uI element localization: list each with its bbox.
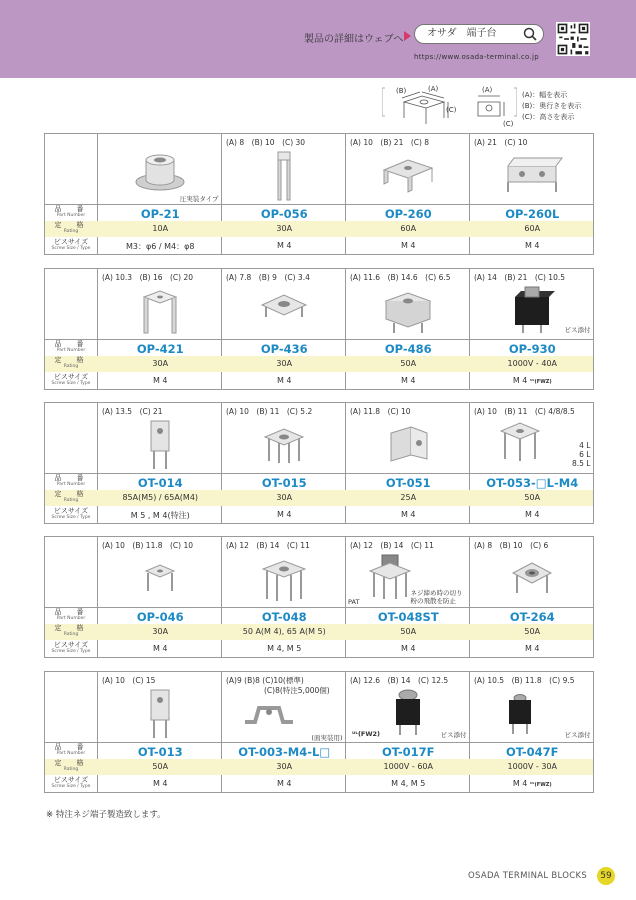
part-number[interactable]: OP-486 bbox=[384, 342, 432, 356]
screw-value: M 4 bbox=[524, 241, 540, 250]
part-number-row: 品 番 Part Number OP-21 OP-056 OP-260 OP-260L bbox=[45, 204, 593, 220]
rating-value: 30A bbox=[276, 762, 293, 771]
screw-value: M 4 bbox=[152, 644, 168, 653]
product-cell[interactable] bbox=[346, 537, 471, 607]
product-cell[interactable] bbox=[98, 269, 223, 339]
screw-value: M 4 bbox=[524, 644, 540, 653]
web-prompt: 製品の詳細はウェブへ bbox=[304, 34, 404, 45]
dimensions-text: (A) 21 (C) 10 bbox=[474, 138, 528, 147]
screw-included-note: ビス添付 bbox=[564, 326, 591, 334]
screw-value: M 4, M 5 bbox=[267, 644, 302, 653]
rating-value: 25A bbox=[400, 493, 417, 502]
rating-value: 60A bbox=[524, 224, 541, 233]
dimensions-text: (A) 14 (B) 21 (C) 10.5 bbox=[474, 273, 566, 282]
ot048-part-image bbox=[257, 553, 311, 603]
screw-value: M 4, M 5 bbox=[391, 779, 426, 788]
product-cell[interactable] bbox=[470, 134, 595, 204]
product-cell[interactable] bbox=[222, 537, 347, 607]
screw-size-row: ビスサイズ Screw Size / Type M 4 M 4, M 5 M 4 M 4 bbox=[45, 641, 593, 657]
product-section-2 bbox=[44, 268, 594, 390]
dimensions-text: (A) 8 (B) 10 (C) 30 bbox=[226, 138, 306, 147]
screw-value: M 4 bbox=[400, 241, 416, 250]
dimensions-text: (A) 12 (B) 14 (C) 11 bbox=[226, 541, 310, 550]
op21-part-image bbox=[130, 144, 190, 194]
op046-part-image bbox=[140, 557, 180, 597]
dimensions-text: (A) 8 (B) 10 (C) 6 bbox=[474, 541, 549, 550]
variant-85l: 8.5 L bbox=[572, 459, 591, 468]
dimensions-text: (A) 10.3 (B) 16 (C) 20 bbox=[102, 273, 194, 282]
screw-value: M 4 ᵁᴸ(FWZ) bbox=[512, 376, 552, 385]
part-number[interactable]: OT-048ST bbox=[377, 610, 439, 624]
op930-part-image bbox=[507, 283, 557, 335]
ot048st-part-image bbox=[366, 551, 414, 601]
ul-mark-icon: ᵁᴸ(FWZ) bbox=[529, 782, 552, 788]
product-cell[interactable] bbox=[470, 403, 595, 473]
part-number[interactable]: OT-017F bbox=[381, 745, 435, 759]
dimensions-text: (A) 11.6 (B) 14.6 (C) 6.5 bbox=[350, 273, 451, 282]
qr-code-icon bbox=[556, 22, 590, 56]
rating-value: 30A bbox=[276, 224, 293, 233]
legend-line: (C)：高さを表示 bbox=[522, 113, 575, 121]
part-number[interactable]: OT-013 bbox=[137, 745, 183, 759]
ot003-part-image bbox=[241, 700, 297, 730]
dimensions-text: (A) 11.8 (C) 10 bbox=[350, 407, 411, 416]
screw-size-row: ビスサイズ Screw Size / Type M 5 , M 4(特注) M 4 M 4 M 4 bbox=[45, 507, 593, 523]
screw-value: M 4 bbox=[276, 241, 292, 250]
product-cell[interactable] bbox=[222, 403, 347, 473]
footnote: ※ 特注ネジ端子製造致します。 bbox=[46, 810, 166, 820]
op056-part-image bbox=[269, 150, 299, 202]
smt-note: (面実装用) bbox=[311, 734, 343, 742]
search-box[interactable] bbox=[414, 24, 544, 44]
screw-size-row: ビスサイズ Screw Size / Type M3：φ6 / M4：φ8 M 4 M 4 M 4 bbox=[45, 238, 593, 254]
part-number[interactable]: OT-051 bbox=[385, 476, 431, 490]
dimension-legend bbox=[522, 90, 581, 123]
search-icon[interactable] bbox=[521, 26, 539, 42]
product-cell[interactable] bbox=[222, 672, 347, 742]
header-band bbox=[0, 0, 636, 78]
dimensions-text: (A) 10 (B) 11 (C) 4/8/8.5 bbox=[474, 407, 575, 416]
part-number[interactable]: OT-003-M4-L□ bbox=[238, 745, 331, 759]
dimensions-text: (A) 10 (B) 11.8 (C) 10 bbox=[102, 541, 194, 550]
ot015-part-image bbox=[259, 421, 309, 465]
product-cell[interactable] bbox=[346, 403, 471, 473]
diag-label-c: (C) bbox=[446, 106, 457, 114]
rating-value: 50A bbox=[524, 493, 541, 502]
screw-value: M 5 , M 4(特注) bbox=[130, 511, 190, 520]
rating-value: 1000V - 40A bbox=[507, 359, 557, 368]
screw-value: M 4 bbox=[400, 376, 416, 385]
product-cell[interactable] bbox=[346, 134, 471, 204]
screw-included-note: ビス添付 bbox=[440, 731, 467, 739]
legend-line: (A)：幅を表示 bbox=[522, 91, 568, 99]
product-cell[interactable] bbox=[470, 537, 595, 607]
product-cell[interactable] bbox=[98, 403, 223, 473]
product-cell[interactable] bbox=[98, 537, 223, 607]
part-number-row: 品 番 Part Number OT-014 OT-015 OT-051 OT-053-□L-M4 bbox=[45, 473, 593, 489]
variant-4l: 4 L bbox=[579, 441, 591, 450]
screw-value: M 4 bbox=[276, 510, 292, 519]
dimensions-text: (A) 13.5 (C) 21 bbox=[102, 407, 163, 416]
part-number[interactable]: OT-053-□L-M4 bbox=[486, 476, 579, 490]
part-number[interactable]: OT-015 bbox=[261, 476, 307, 490]
part-number[interactable]: OT-048 bbox=[261, 610, 307, 624]
product-cell[interactable] bbox=[470, 672, 595, 742]
ul-mark-icon: ᵁᴸ(FWZ) bbox=[529, 379, 552, 385]
screw-value: M 4 bbox=[152, 376, 168, 385]
rating-value: 50A bbox=[152, 762, 169, 771]
dimension-legend-diagram bbox=[382, 84, 517, 130]
screw-value: M 4 bbox=[524, 510, 540, 519]
rating-value: 10A bbox=[152, 224, 169, 233]
part-number[interactable]: OP-056 bbox=[260, 207, 308, 221]
part-number-row: 品 番 Part Number OT-013 OT-003-M4-L□ OT-017F OT-047F bbox=[45, 742, 593, 758]
ot053-part-image bbox=[495, 417, 545, 463]
rating-row: 定 格 Rating 30A 50 A(M 4), 65 A(M 5) 50A 50A bbox=[45, 624, 593, 640]
screw-size-row: ビスサイズ Screw Size / Type M 4 M 4 M 4, M 5 M 4 ᵁᴸ(FWZ) bbox=[45, 776, 593, 792]
part-number[interactable]: OT-047F bbox=[505, 745, 559, 759]
arrow-right-icon bbox=[404, 31, 411, 41]
screw-value: M 4 ᵁᴸ(FWZ) bbox=[512, 779, 552, 788]
length-variants bbox=[572, 441, 591, 468]
screw-value: M 4 bbox=[276, 779, 292, 788]
rating-value: 50A bbox=[400, 359, 417, 368]
dimensions-text: (A) 10 (B) 21 (C) 8 bbox=[350, 138, 430, 147]
dimensions-text: (A) 10.5 (B) 11.8 (C) 9.5 bbox=[474, 676, 575, 685]
product-cell[interactable] bbox=[346, 269, 471, 339]
op436-part-image bbox=[256, 287, 312, 323]
product-section-1 bbox=[44, 133, 594, 255]
diag-label-a: (A) bbox=[428, 85, 439, 93]
product-cell[interactable] bbox=[98, 672, 223, 742]
ot017f-part-image bbox=[388, 685, 428, 737]
dimensions-text-2: (C)8(特注5,000個) bbox=[264, 686, 330, 695]
rating-value: 30A bbox=[152, 627, 169, 636]
rating-value: 85A(M5) / 65A(M4) bbox=[122, 493, 199, 502]
website-url[interactable]: https://www.osada-terminal.co.jp bbox=[414, 53, 540, 61]
rating-value: 50 A(M 4), 65 A(M 5) bbox=[242, 627, 326, 636]
dimensions-text: (A) 10 (C) 15 bbox=[102, 676, 156, 685]
footer-brand: OSADA TERMINAL BLOCKS bbox=[468, 871, 588, 881]
screw-included-note: ビス添付 bbox=[564, 731, 591, 739]
op260l-part-image bbox=[500, 152, 564, 194]
part-number[interactable]: OP-421 bbox=[136, 342, 184, 356]
dimensions-text: (A) 10 (B) 11 (C) 5.2 bbox=[226, 407, 313, 416]
product-cell[interactable] bbox=[222, 134, 347, 204]
rating-row: 定 格 Rating 50A 30A 1000V - 60A 1000V - 30A bbox=[45, 759, 593, 775]
op486-part-image bbox=[380, 285, 436, 335]
part-number[interactable]: OP-21 bbox=[140, 207, 180, 221]
rating-value: 50A bbox=[400, 627, 417, 636]
part-number[interactable]: OP-436 bbox=[260, 342, 308, 356]
rating-value: 60A bbox=[400, 224, 417, 233]
rating-value: 50A bbox=[524, 627, 541, 636]
rating-value: 30A bbox=[152, 359, 169, 368]
part-number-row: 品 番 Part Number OP-046 OT-048 OT-048ST OT-264 bbox=[45, 607, 593, 623]
ot051-part-image bbox=[383, 421, 433, 467]
part-number[interactable]: OP-046 bbox=[136, 610, 184, 624]
dimensions-text: (A) 7.8 (B) 9 (C) 3.4 bbox=[226, 273, 310, 282]
op260-part-image bbox=[378, 152, 438, 194]
variant-6l: 6 L bbox=[579, 450, 591, 459]
page-number: 59 bbox=[597, 867, 615, 885]
product-cell[interactable] bbox=[98, 134, 223, 204]
screw-value: M 4 bbox=[400, 644, 416, 653]
type-note: 圧実装タイプ bbox=[179, 195, 219, 203]
rating-value: 30A bbox=[276, 359, 293, 368]
dimensions-text: (A)9 (B)8 (C)10(標準) bbox=[226, 676, 304, 685]
search-text: オサダ 端子台 bbox=[427, 28, 497, 39]
screw-value: M 4 bbox=[276, 376, 292, 385]
product-cell[interactable] bbox=[470, 269, 595, 339]
legend-line: (B)：奥行きを表示 bbox=[522, 102, 582, 110]
product-section-4 bbox=[44, 536, 594, 658]
diag-label-b: (B) bbox=[396, 87, 407, 95]
rating-row: 定 格 Rating 85A(M5) / 65A(M4) 30A 25A 50A bbox=[45, 490, 593, 506]
dimensions-text: (A) 12 (B) 14 (C) 11 bbox=[350, 541, 434, 550]
ot013-part-image bbox=[145, 688, 175, 740]
op421-part-image bbox=[138, 283, 182, 337]
rating-row: 定 格 Rating 30A 30A 50A 1000V - 40A bbox=[45, 356, 593, 372]
dimensions-text: (A) 12.6 (B) 14 (C) 12.5 bbox=[350, 676, 449, 685]
diag-label-a2: (A) bbox=[482, 86, 493, 94]
screw-value: M 4 bbox=[152, 779, 168, 788]
rating-value: 30A bbox=[276, 493, 293, 502]
product-cell[interactable] bbox=[222, 269, 347, 339]
chip-scatter-note: ネジ締め時の切り粉の飛散を防止 bbox=[410, 589, 463, 605]
ul-mark-icon: ᵁᴸ(FW2) bbox=[352, 730, 381, 738]
part-number[interactable]: OT-264 bbox=[509, 610, 555, 624]
ot264-part-image bbox=[507, 555, 557, 599]
rating-value: 1000V - 60A bbox=[383, 762, 433, 771]
diag-label-c2: (C) bbox=[503, 120, 514, 128]
pat-label: PAT bbox=[348, 598, 360, 606]
product-cell[interactable] bbox=[346, 672, 471, 742]
part-number[interactable]: OP-260 bbox=[384, 207, 432, 221]
rating-row: 定 格 Rating 10A 30A 60A 60A bbox=[45, 221, 593, 237]
rating-value: 1000V - 30A bbox=[507, 762, 557, 771]
part-number[interactable]: OT-014 bbox=[137, 476, 183, 490]
part-number[interactable]: OP-260L bbox=[505, 207, 560, 221]
screw-value: M 4 bbox=[400, 510, 416, 519]
part-number-row: 品 番 Part Number OP-421 OP-436 OP-486 OP-930 bbox=[45, 339, 593, 355]
product-section-3 bbox=[44, 402, 594, 524]
product-section-5 bbox=[44, 671, 594, 793]
ot047f-part-image bbox=[500, 688, 540, 736]
screw-size-row: ビスサイズ Screw Size / Type M 4 M 4 M 4 M 4 ᵁᴸ(FWZ) bbox=[45, 373, 593, 389]
part-number[interactable]: OP-930 bbox=[508, 342, 556, 356]
ot014-part-image bbox=[145, 419, 175, 471]
screw-value: M3：φ6 / M4：φ8 bbox=[126, 242, 195, 251]
